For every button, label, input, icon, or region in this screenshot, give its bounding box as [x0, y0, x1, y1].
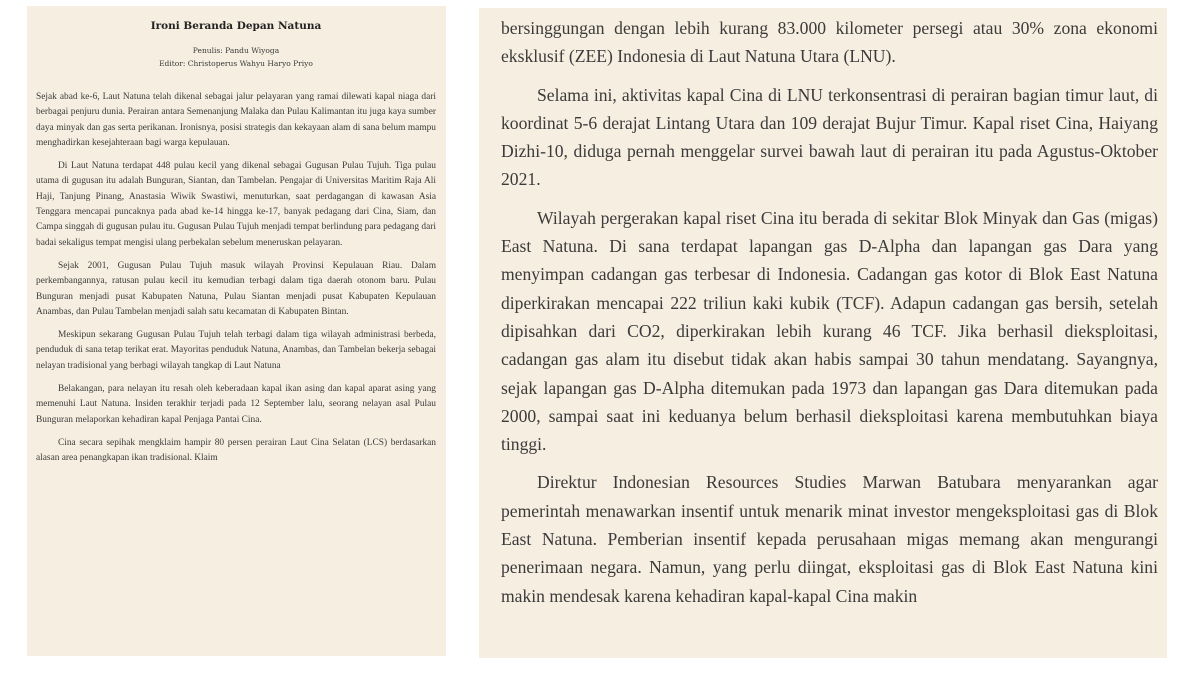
paragraph: Sejak abad ke-6, Laut Natuna telah dikenal sebagai jalur pelayaran yang ramai dilewati kapal niaga dari berbagai penjuru dunia. Perairan antara Semenanjung Malaka dan Pulau Kalimantan itu juga kaya sumber daya minyak dan gas serta perikanan. Ironisnya, posisi strategis dan kekayaan alam di sana belum mampu menghadirkan kesejahteraan bagi warga kepulauan.: [36, 92, 436, 148]
paragraph: Wilayah pergerakan kapal riset Cina itu berada di sekitar Blok Minyak dan Gas (migas) East Natuna. Di sana terdapat lapangan gas D-Alpha dan lapangan gas Dara yang menyimpan cadangan gas terbesar di Indonesia. Cadangan gas kotor di Blok East Natuna diperkirakan mencapai 222 triliun kaki kubik (TCF). Adapun cadangan gas bersih, setelah dipisahkan dari CO2, diperkirakan lebih kurang 46 TCF. Jika berhasil dieksploitasi, cadangan gas alam itu disebut tidak akan habis sampai 30 tahun mendatang. Sayangnya, sejak lapangan gas D-Alpha ditemukan pada 1973 dan lapangan gas Dara ditemukan pada 2000, sampai saat ini keduanya belum berhasil dieksploitasi karena membutuhkan biaya tinggi.: [501, 207, 1158, 455]
left-page-image: [27, 6, 446, 656]
paragraph: Di Laut Natuna terdapat 448 pulau kecil yang dikenal sebagai Gugusan Pulau Tujuh. Tiga pulau utama di gugusan itu adalah Bunguran, Siantan, dan Tambelan. Pengajar di Universitas Maritim Raja Ali Haji, Tanjung Pinang, Anastasia Wiwik Swastiwi, menuturkan, saat perdagangan di kawasan Asia Tenggara mencapai puncaknya pada abad ke-14 hingga ke-17, banyak pedagang dari Cina, Siam, dan Campa singgah di gugusan pulau itu. Gugusan Pulau Tujuh menjadi tempat berlindung para pedagang dari badai sekaligus tempat mengisi ulang perbekalan sebelum meneruskan pelayaran.: [36, 161, 436, 248]
paragraph: Direktur Indonesian Resources Studies Marwan Batubara menyarankan agar pemerintah menawarkan insentif untuk menarik minat investor mengeksploitasi gas di Blok East Natuna. Pemberian insentif kepada perusahaan migas memang akan mengurangi penerimaan negara. Namun, yang perlu diingat, eksploitasi gas di Blok East Natuna kini makin mendesak karena kehadiran kapal-kapal Cina makin: [501, 472, 1158, 606]
author-credit: Penulis: Pandu Wiyoga: [192, 46, 280, 55]
editor-credit: Editor: Christoperus Wahyu Haryo Priyo: [159, 59, 313, 68]
paragraph: Cina secara sepihak mengklaim hampir 80 persen perairan Laut Cina Selatan (LCS) berdasarkan alasan area penangkapan ikan tradisional. Klaim: [36, 437, 436, 464]
paragraph: Meskipun sekarang Gugusan Pulau Tujuh telah terbagi dalam tiga wilayah administrasi berbeda, penduduk di sana tetap terikat erat. Mayoritas penduduk Natuna, Anambas, dan Tambelan bekerja sebagai nelayan tradisional yang berbagi wilayah tangkap di Laut Natuna: [36, 330, 436, 371]
article-title: Ironi Beranda Depan Natuna: [150, 20, 322, 32]
right-page-image: [479, 8, 1167, 658]
paragraph: Belakangan, para nelayan itu resah oleh keberadaan kapal ikan asing dan kapal aparat asing yang memenuhi Laut Natuna. Insiden terakhir terjadi pada 12 September lalu, seorang nelayan asal Pulau Bunguran melaporkan kehadiran kapal Penjaga Pantai Cina.: [36, 384, 436, 425]
paragraph: Sejak 2001, Gugusan Pulau Tujuh masuk wilayah Provinsi Kepulauan Riau. Dalam perkembangannya, ratusan pulau kecil itu kemudian terbagi dalam tiga daerah otonom baru. Pulau Bunguran menjadi pusat Kabupaten Natuna, Pulau Siantan menjadi pusat Kabupaten Kepulauan Anambas, dan Pulau Tambelan menjadi salah satu kecamatan di Kabupaten Bintan.: [36, 260, 436, 317]
paragraph: Selama ini, aktivitas kapal Cina di LNU terkonsentrasi di perairan bagian timur laut, di koordinat 5-6 derajat Lintang Utara dan 109 derajat Bujur Timur. Kapal riset Cina, Haiyang Dizhi-10, diduga pernah menggelar survei bawah laut di perairan itu pada Agustus-Oktober 2021.: [501, 84, 1158, 190]
paragraph: bersinggungan dengan lebih kurang 83.000 kilometer persegi atau 30% zona ekonomi eksklusif (ZEE) Indonesia di Laut Natuna Utara (LNU).: [501, 18, 1158, 67]
